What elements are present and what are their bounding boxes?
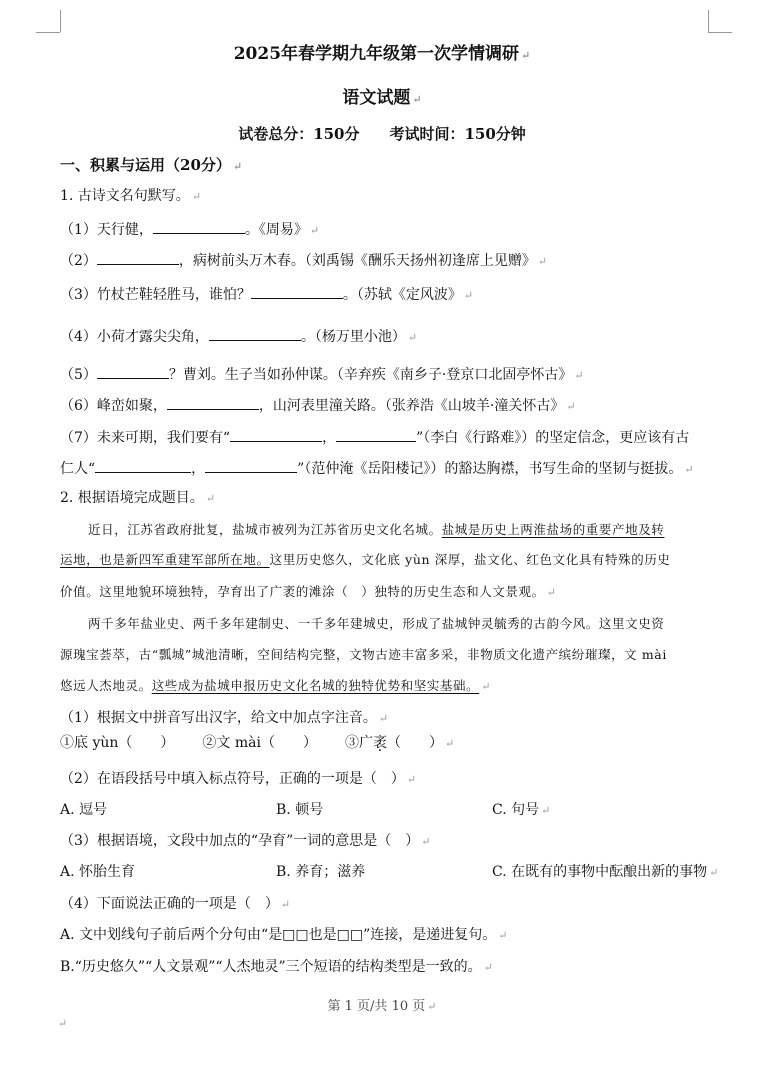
option-c[interactable]: C. 在既有的事物中酝酿出新的事物 ↵ bbox=[492, 864, 719, 880]
q1-item-7-cont: 仁人“ ， ”（范仲淹《岳阳楼记》）的豁达胸襟，书写生命的坚韧与挺拔。 ↵ bbox=[60, 458, 694, 479]
option-c[interactable]: C. 句号 ↵ bbox=[492, 802, 551, 818]
q1-item-1: （1）天行健， 。《周易》 ↵ bbox=[60, 219, 319, 240]
exam-meta: 试卷总分：150分 考试时间：150分钟 bbox=[238, 125, 526, 143]
crop-mark-top-left bbox=[60, 10, 61, 32]
passage-line: 悠远人杰地灵。这些成为盐城申报历史文化名城的独特优势和坚实基础。 ↵ bbox=[60, 678, 492, 693]
answer-blank[interactable] bbox=[167, 395, 259, 410]
q1-item-5: （5） ？曹刘。生子当如孙仲谋。（辛弃疾《南乡子·登京口北固亭怀古》 ↵ bbox=[60, 364, 584, 385]
sub-question-3: （3）根据语境，文段中加点的“孕育”一词的意思是（ ） ↵ bbox=[60, 833, 431, 849]
q1-item-3: （3）竹杖芒鞋轻胜马，谁怕？ 。（苏轼《定风波》 ↵ bbox=[60, 284, 473, 305]
crop-mark-top-right bbox=[708, 10, 709, 32]
section-heading: 一、积累与运用（20分） ↵ bbox=[60, 156, 243, 174]
option-b[interactable]: B.“历史悠久”“人文景观”“人杰地灵”三个短语的结构类型是一致的。 ↵ bbox=[60, 959, 493, 975]
question-2-stem: 2. 根据语境完成题目。 ↵ bbox=[60, 490, 216, 506]
sub-question-4: （4）下面说法正确的一项是（ ） ↵ bbox=[60, 896, 291, 912]
question-1-stem: 1. 古诗文名句默写。 ↵ bbox=[60, 188, 202, 204]
sub-question-2: （2）在语段括号中填入标点符号，正确的一项是（ ） ↵ bbox=[60, 771, 417, 787]
passage-line: 运地，也是新四军重建军部所在地。这里历史悠久，文化底 yùn 深厚，盐文化、红色文化具有特殊的历史 bbox=[60, 552, 671, 567]
answer-blank[interactable] bbox=[153, 219, 245, 234]
crop-mark-top-right bbox=[708, 32, 732, 33]
answer-blank[interactable] bbox=[336, 427, 416, 442]
q1-item-2: （2） ，病树前头万木春。（刘禹锡《酬乐天扬州初逢席上见赠》 ↵ bbox=[60, 250, 547, 271]
paragraph-mark: ↵ bbox=[58, 1017, 68, 1030]
answer-blank[interactable] bbox=[251, 284, 343, 299]
answer-blank[interactable] bbox=[97, 250, 179, 265]
sub-question-1: （1）根据文中拼音写出汉字，给文中加点字注音。 ↵ bbox=[60, 710, 389, 726]
q1-item-7: （7）未来可期，我们要有“ ， ”（李白《行路难》）的坚定信念，更应该有古 bbox=[60, 427, 689, 447]
option-a[interactable]: A. 怀胎生育 bbox=[60, 864, 136, 880]
passage-line: 两千多年盐业史、两千多年建制史、一千多年建城史，形成了盐城钟灵毓秀的古韵今风。这里文史资 bbox=[88, 616, 665, 631]
answer-blank[interactable] bbox=[95, 458, 191, 473]
answer-blank[interactable] bbox=[205, 458, 297, 473]
passage-line: 价值。这里地貌环境独特，孕育出了广袤的滩涂（ ）独特的历史生态和人文景观。 ↵ bbox=[60, 584, 557, 599]
passage-line: 近日，江苏省政府批复，盐城市被列为江苏省历史文化名城。盐城是历史上两淮盐场的重要产地及转 bbox=[88, 522, 665, 537]
passage-line: 源瑰宝荟萃，古“瓢城”城池清晰，空间结构完整，文物古迹丰富多采，非物质文化遗产缤纷璀璨，文 mài bbox=[60, 647, 667, 662]
q1-item-6: （6）峰峦如聚， ，山河表里潼关路。（张养浩《山坡羊·潼关怀古》 ↵ bbox=[60, 395, 576, 416]
page-footer: 第 1 页/共 10 页 ↵ bbox=[327, 999, 437, 1014]
option-b[interactable]: B. 养育；滋养 bbox=[276, 864, 366, 880]
answer-blank[interactable] bbox=[230, 427, 322, 442]
option-b[interactable]: B. 顿号 bbox=[276, 802, 324, 818]
answer-blank[interactable] bbox=[209, 326, 301, 341]
answer-blank[interactable] bbox=[97, 364, 169, 379]
option-a[interactable]: A. 逗号 bbox=[60, 802, 108, 818]
crop-mark-top-left bbox=[36, 32, 60, 33]
option-a[interactable]: A. 文中划线句子前后两个分句由“是□□也是□□”连接，是递进复句。 ↵ bbox=[60, 927, 508, 943]
q1-item-4: （4）小荷才露尖尖角， 。（杨万里小池） ↵ bbox=[60, 326, 417, 347]
exam-title: 2025年春学期九年级第一次学情调研 ↵ bbox=[233, 44, 531, 64]
subject-title: 语文试题 ↵ bbox=[342, 88, 422, 108]
sub-question-1-answers: ①底 yùn（ ） ②文 mài（ ） ③广袤（ ） ↵ bbox=[60, 735, 455, 751]
